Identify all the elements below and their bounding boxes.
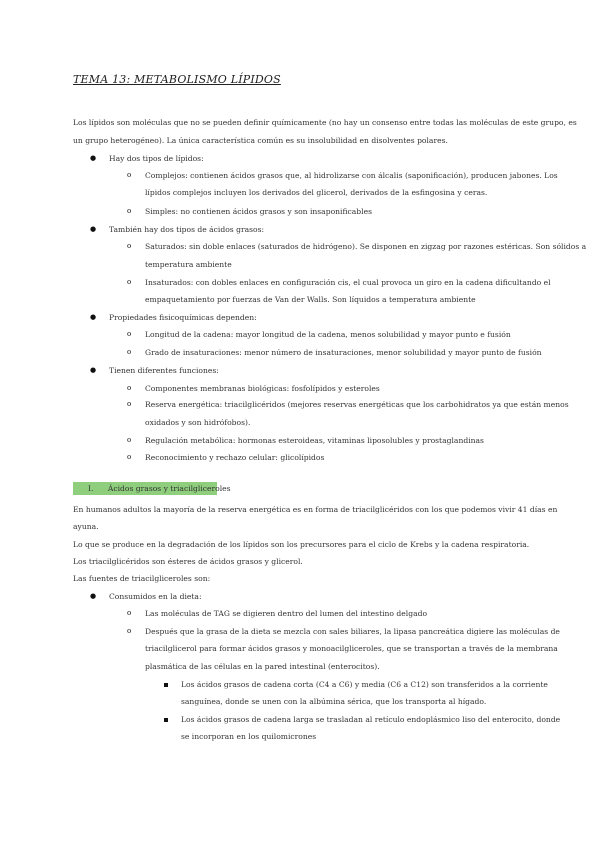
sub-bullet-icon: o [127,627,132,635]
paragraph-line: ayuna. [73,522,99,531]
sub-bullet-icon: o [127,207,132,215]
list-item: Hay dos tipos de lípidos: [109,154,204,163]
list-item: Longitud de la cadena: mayor longitud de la cadena, menos solubilidad y mayor punto e fusión [145,330,511,339]
list-item: Después que la grasa de la dieta se mezcla con sales biliares, la lipasa pancreática digiere las moléculas de [145,627,560,636]
sub-bullet-icon: o [127,453,132,461]
list-item: Las moléculas de TAG se digieren dentro del lumen del intestino delgado [145,609,428,618]
intro-line-2: un grupo heterogéneo). La única característica común es su insolubilidad en disolventes polares. [73,136,448,145]
bullet-icon: ● [90,154,97,162]
bullet-icon: ● [90,225,97,233]
paragraph-line: Lo que se produce en la degradación de los lípidos son los precursores para el ciclo de Krebs y la cadena respiratoria. [73,540,530,549]
list-item: plasmática de las células en la pared intestinal (enterocitos). [145,662,380,671]
list-item: Los ácidos grasos de cadena larga se trasladan al retículo endoplásmico liso del enterocito, donde [181,715,561,724]
list-item: oxidados y son hidrófobos). [145,418,251,427]
list-item: Reserva energética: triacilglicéridos (mejores reservas energéticas que los carbohidratos ya que están menos [145,400,569,409]
bullet-icon: ● [90,313,97,321]
list-item: lípidos complejos incluyen los derivados del glicerol, derivados de la esfingosina y ceras. [145,188,488,197]
sub-bullet-icon: o [127,278,132,286]
list-item: Componentes membranas biológicas: fosfolípidos y esteroles [145,384,380,393]
square-bullet-icon [164,718,168,722]
sub-bullet-icon: o [127,400,132,408]
list-item: sanguínea, donde se unen con la albúmina sérica, que los transporta al hígado. [181,697,487,706]
sub-bullet-icon: o [127,171,132,179]
intro-line-1: Los lípidos son moléculas que no se pueden definir químicamente (no hay un consenso entre todas las moléculas de este grupo, es [73,118,577,127]
list-item: Insaturados: con dobles enlaces en configuración cis, el cual provoca un giro en la cadena dificultando el [145,278,551,287]
sub-bullet-icon: o [127,436,132,444]
list-item: Simples: no contienen ácidos grasos y son insaponificables [145,207,372,216]
list-item: se incorporan en los quilomicrones [181,732,317,741]
list-item: Reconocimiento y rechazo celular: glicolípidos [145,453,325,462]
page-title: TEMA 13: METABOLISMO LÍPIDOS [73,73,281,86]
sub-bullet-icon: o [127,242,132,250]
list-item: También hay dos tipos de ácidos grasos: [109,225,265,234]
sub-bullet-icon: o [127,330,132,338]
list-item: empaquetamiento por fuerzas de Van der Walls. Son líquidos a temperatura ambiente [145,295,476,304]
list-item: triacilglicerol para formar ácidos grasos y monoacilgliceroles, que se transportan a través de la membrana [145,644,558,653]
sub-bullet-icon: o [127,384,132,392]
list-item: Los ácidos grasos de cadena corta (C4 a C6) y media (C6 a C12) son transferidos a la corriente [181,680,548,689]
list-item: Propiedades fisicoquímicas dependen: [109,313,257,322]
list-item: Tienen diferentes funciones: [109,366,219,375]
list-item: Consumidos en la dieta: [109,592,202,601]
paragraph-line: Los triacilglicéridos son ésteres de ácidos grasos y glicerol. [73,557,303,566]
sub-bullet-icon: o [127,609,132,617]
paragraph-line: En humanos adultos la mayoría de la reserva energética es en forma de triacilglicéridos con los que podemos vivir 41 días en [73,505,558,514]
sub-bullet-icon: o [127,348,132,356]
bullet-icon: ● [90,366,97,374]
list-item: Saturados: sin doble enlaces (saturados de hidrógeno). Se disponen en zigzag por razones estéricas. Son sólidos a [145,242,587,251]
square-bullet-icon [164,683,168,687]
list-item: Regulación metabólica: hormonas esteroideas, vitaminas liposolubles y prostaglandinas [145,436,484,445]
list-item: Grado de insaturaciones: menor número de insaturaciones, menor solubilidad y mayor punto de fusión [145,348,542,357]
list-item: Complejos: contienen ácidos grasos que, al hidrolizarse con álcalis (saponificación), producen jabones. Los [145,171,558,180]
section-heading: I. Ácidos grasos y triacilgliceroles [88,484,231,493]
bullet-icon: ● [90,592,97,600]
list-item: temperatura ambiente [145,260,232,269]
paragraph-line: Las fuentes de triacilgliceroles son: [73,574,211,583]
